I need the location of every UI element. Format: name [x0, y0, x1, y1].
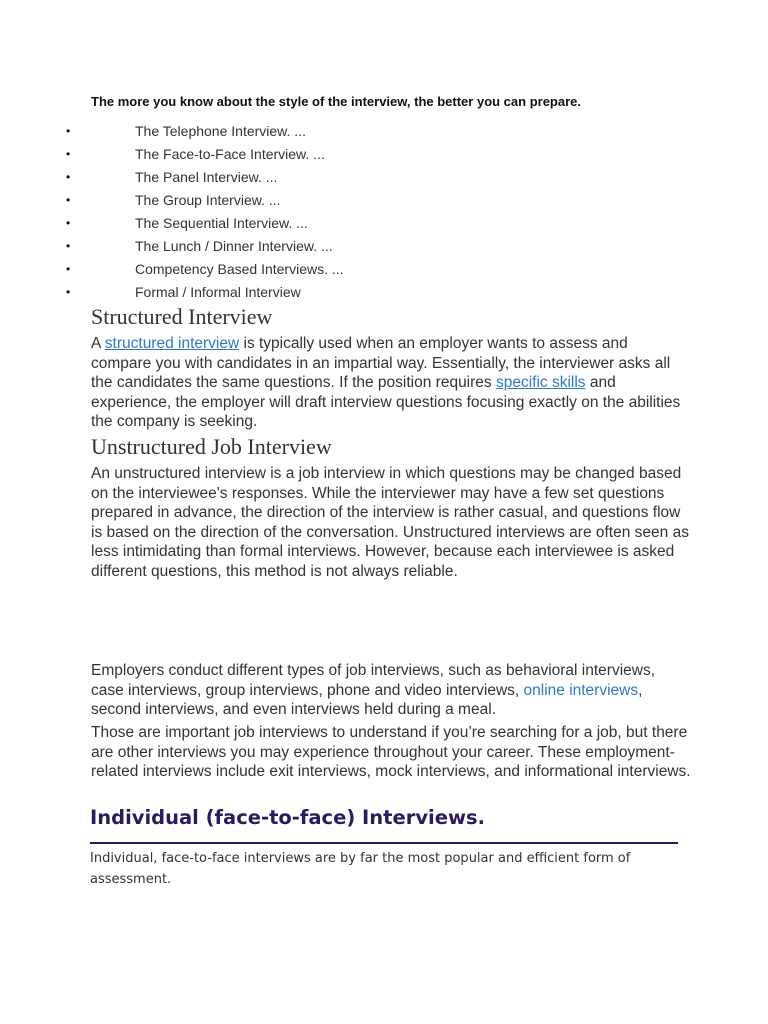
employers-paragraph — [91, 661, 691, 720]
list-item-label: The Panel Interview. ... — [135, 169, 278, 185]
heading-divider — [90, 842, 678, 844]
bullet-icon: • — [66, 170, 71, 184]
list-item-label: The Face-to-Face Interview. ... — [135, 146, 325, 162]
list-item-label: Formal / Informal Interview — [135, 284, 301, 300]
bullet-icon: • — [66, 262, 71, 276]
individual-paragraph: Individual, face-to-face interviews are by far the most popular and efficient form of assessment. — [90, 851, 631, 887]
specific-skills-link[interactable]: specific skills — [495, 374, 586, 391]
unstructured-heading: Unstructured Job Interview — [91, 434, 332, 459]
bullet-icon: • — [66, 239, 71, 253]
list-item-label: The Telephone Interview. ... — [135, 123, 306, 139]
bullet-icon: • — [66, 124, 71, 138]
unstructured-paragraph: An unstructured interview is a job interview in which questions may be changed based on the interviewee's responses. While the interviewer may have a few set questions prepared in advance, the direction of the interview is rather casual, and questions flow is based on the direction of the conversation. Unstructured interviews are often seen as less intimidating than formal interviews. However, because each interviewee is asked different questions, this method is not always reliable. — [91, 465, 689, 580]
employers-text-end: , second interviews, and even interviews held during a meal. — [91, 681, 643, 718]
bullet-icon: • — [66, 285, 71, 299]
structured-interview-link[interactable]: structured interview — [104, 335, 240, 352]
individual-heading: Individual (face-to-face) Interviews. — [90, 806, 485, 829]
list-item-label: The Group Interview. ... — [135, 192, 281, 208]
intro-text: The more you know about the style of the interview, the better you can prepare. — [91, 94, 582, 109]
list-item-label: Competency Based Interviews. ... — [135, 261, 344, 277]
list-item-label: The Lunch / Dinner Interview. ... — [135, 238, 333, 254]
employers-text-start: Employers conduct different types of job interviews, such as behavioral interviews, case interviews, group interviews, phone and video interviews, — [91, 662, 656, 699]
important-paragraph: Those are important job interviews to understand if you’re searching for a job, but there are other interviews you may experience throughout your career. These employment-related interviews include exit interviews, mock interviews, and informational interviews. — [91, 724, 691, 780]
structured-text-middle: is typically used when an employer wants to assess and compare you with candidates in an impartial way. Essentially, the interviewer asks all the candidates the same questions. If the position requires — [91, 335, 671, 391]
structured-text-start: A — [91, 335, 105, 352]
structured-text-end: and experience, the employer will draft interview questions focusing exactly on the abilities the company is seeking. — [91, 374, 681, 430]
structured-paragraph — [91, 334, 691, 432]
bullet-icon: • — [66, 216, 71, 230]
online-interviews-link[interactable]: online interviews — [523, 681, 639, 699]
list-item-label: The Sequential Interview. ... — [135, 215, 308, 231]
bullet-icon: • — [66, 193, 71, 207]
bullet-icon: • — [66, 147, 71, 161]
structured-heading: Structured Interview — [91, 304, 273, 329]
